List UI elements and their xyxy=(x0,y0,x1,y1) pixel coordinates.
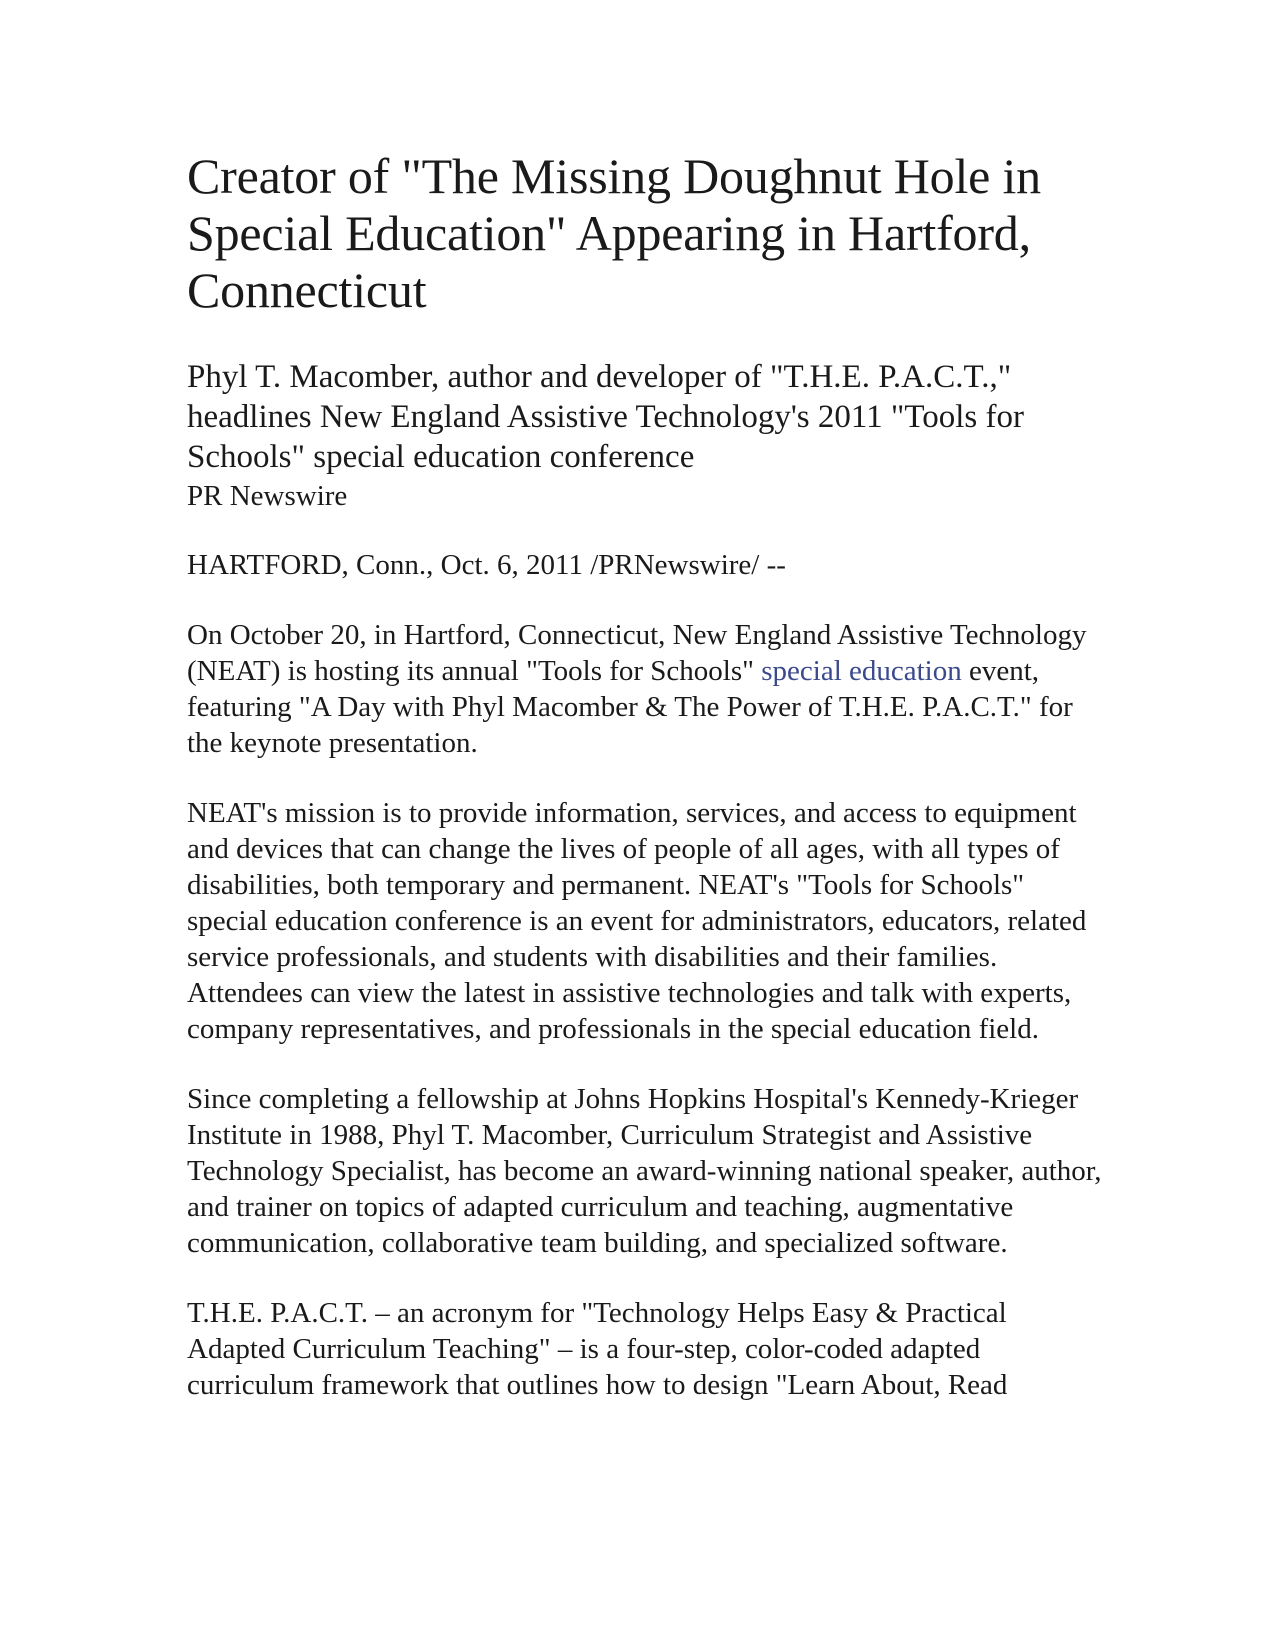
article-source: PR Newswire xyxy=(187,480,348,512)
special-education-link[interactable]: special education xyxy=(761,655,962,687)
paragraph-4: T.H.E. P.A.C.T. – an acronym for "Technology Helps Easy & Practical Adapted Curriculum Teaching" – is a four-step, color-coded adapted curriculum framework that outlines how to design "Learn About, Read xyxy=(187,1297,1008,1401)
paragraph-3: Since completing a fellowship at Johns Hopkins Hospital's Kennedy-Krieger Institute in 1988, Phyl T. Macomber, Curriculum Strategist and Assistive Technology Specialist, has become an award-winning national speaker, author, and trainer on topics of adapted curriculum and teaching, augmentative communication, collaborative team building, and specialized software. xyxy=(187,1083,1102,1259)
article-subtitle: Phyl T. Macomber, author and developer of "T.H.E. P.A.C.T.," headlines New England Assistive Technology's 2011 "Tools for Schools" special education conference xyxy=(187,359,1024,475)
article-title: Creator of "The Missing Doughnut Hole in Special Education" Appearing in Hartford, Connecticut xyxy=(187,148,1041,318)
paragraph-2: NEAT's mission is to provide information, services, and access to equipment and devices that can change the lives of people of all ages, with all types of disabilities, both temporary and permanent. NEAT's "Tools for Schools" special education conference is an event for administrators, educators, related service professionals, and students with disabilities and their families. Attendees can view the latest in assistive technologies and talk with experts, company representatives, and professionals in the special education field. xyxy=(187,797,1087,1045)
paragraph-1 xyxy=(187,617,1102,761)
paragraph-1-text-after: event, featuring "A Day with Phyl Macomber & The Power of T.H.E. P.A.C.T." for the keynote presentation. xyxy=(187,655,1073,759)
article-dateline: HARTFORD, Conn., Oct. 6, 2011 /PRNewswire/ -- xyxy=(187,549,786,581)
article xyxy=(187,148,1102,1403)
paragraph-1-text-before: On October 20, in Hartford, Connecticut, New England Assistive Technology (NEAT) is hosting its annual "Tools for Schools" xyxy=(187,619,1087,687)
